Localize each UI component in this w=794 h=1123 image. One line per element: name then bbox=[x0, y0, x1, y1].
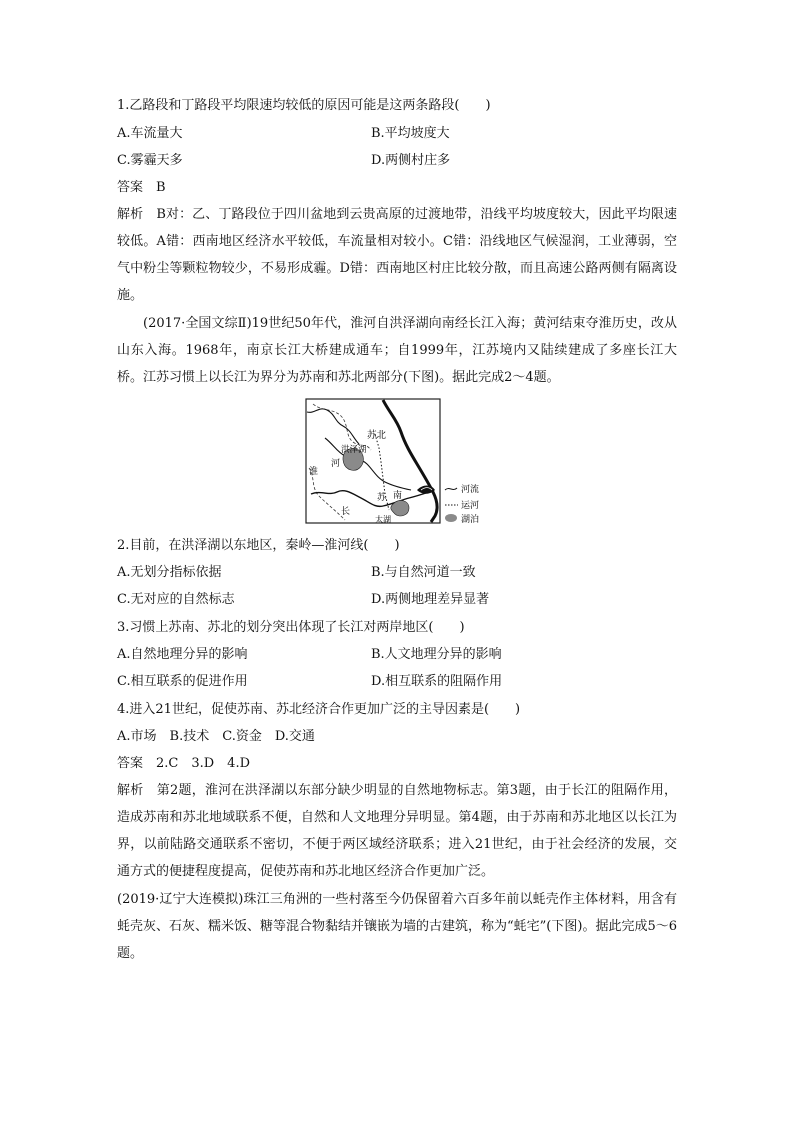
q2-option-d: D.两侧地理差异显著 bbox=[371, 592, 490, 607]
q1-option-a: A.车流量大 bbox=[117, 126, 183, 141]
label-subei: 苏北 bbox=[367, 430, 387, 441]
q2-option-a: A.无划分指标依据 bbox=[117, 565, 222, 580]
label-chang: 长 bbox=[341, 507, 351, 517]
answer-2-4: 答案 2.C 3.D 4.D bbox=[117, 756, 251, 771]
q1-option-c: C.雾霾天多 bbox=[117, 153, 183, 168]
q3-option-b: B.人文地理分异的影响 bbox=[371, 647, 502, 662]
label-su: 苏 bbox=[377, 493, 387, 503]
jiangsu-map-figure bbox=[305, 398, 490, 525]
jiangsu-map bbox=[305, 398, 490, 525]
q4-options: A.市场 B.技术 C.资金 D.交通 bbox=[117, 729, 315, 744]
q3-option-c: C.相互联系的促进作用 bbox=[117, 674, 248, 689]
legend-lake-symbol bbox=[445, 514, 457, 522]
label-nan: 南 bbox=[393, 491, 403, 501]
q3-option-a: A.自然地理分异的影响 bbox=[117, 647, 248, 662]
label-he: 河 bbox=[331, 459, 341, 469]
label-hongze: 洪泽湖 bbox=[341, 445, 367, 455]
q2-option-c: C.无对应的自然标志 bbox=[117, 592, 235, 607]
intro-questions-2-4: (2017·全国文综Ⅱ)19世纪50年代，淮河自洪泽湖向南经长江入海；黄河结束夺淮历史，改从山东入海。1968年，南京长江大桥建成通车；自1999年，江苏境内又陆续建成了多座长江大桥。江苏习惯上以长江为界分为苏南和苏北两部分(下图)。据此完成2～4题。 bbox=[117, 316, 677, 385]
intro-questions-5-6: (2019·辽宁大连模拟)珠江三角洲的一些村落至今仍保留着六百多年前以蚝壳作主体材料，用含有蚝壳灰、石灰、糯米饭、糖等混合物黏结并镶嵌为墙的古建筑，称为“蚝宅”(下图)。据此完成5～6题。 bbox=[117, 892, 677, 961]
q3-option-d: D.相互联系的阻隔作用 bbox=[371, 674, 503, 689]
question-3-stem: 3.习惯上苏南、苏北的划分突出体现了长江对两岸地区( ) bbox=[117, 620, 465, 635]
q1-option-b: B.平均坡度大 bbox=[371, 126, 450, 141]
legend-canal: 运河 bbox=[461, 501, 480, 511]
label-huai: 淮 bbox=[309, 467, 319, 477]
q2-option-b: B.与自然河道一致 bbox=[371, 565, 476, 580]
question-2-stem: 2.目前，在洪泽湖以东地区，秦岭—淮河线( ) bbox=[117, 538, 400, 553]
question-4-stem: 4.进入21世纪，促使苏南、苏北经济合作更加广泛的主导因素是( ) bbox=[117, 702, 521, 717]
explanation-1: 解析 B对：乙、丁路段位于四川盆地到云贵高原的过渡地带，沿线平均坡度较大，因此平均限速较低。A错：西南地区经济水平较低，车流量相对较小。C错：沿线地区气候湿润，工业薄弱，空气中粉尘等颗粒物较少，不易形成霾。D错：西南地区村庄比较分散，而且高速公路两侧有隔离设施。 bbox=[117, 207, 677, 303]
legend-lake: 湖泊 bbox=[461, 515, 480, 525]
label-taihu: 太湖 bbox=[375, 515, 391, 524]
explanation-2-4: 解析 第2题，淮河在洪泽湖以东部分缺少明显的自然地物标志。第3题，由于长江的阻隔作用，造成苏南和苏北地域联系不便，自然和人文地理分异明显。第4题，由于苏南和苏北地区以长江为界，以前陆路交通联系不密切，不便于两区域经济联系；进入21世纪，由于社会经济的发展，交通方式的便捷程度提高，促使苏南和苏北地区经济合作更加广泛。 bbox=[117, 783, 677, 879]
answer-1: 答案 B bbox=[117, 180, 166, 195]
question-1-stem: 1.乙路段和丁路段平均限速均较低的原因可能是这两条路段( ) bbox=[117, 98, 491, 113]
legend-river-symbol bbox=[445, 488, 457, 490]
q1-option-d: D.两侧村庄多 bbox=[371, 153, 451, 168]
legend-river: 河流 bbox=[461, 485, 480, 495]
